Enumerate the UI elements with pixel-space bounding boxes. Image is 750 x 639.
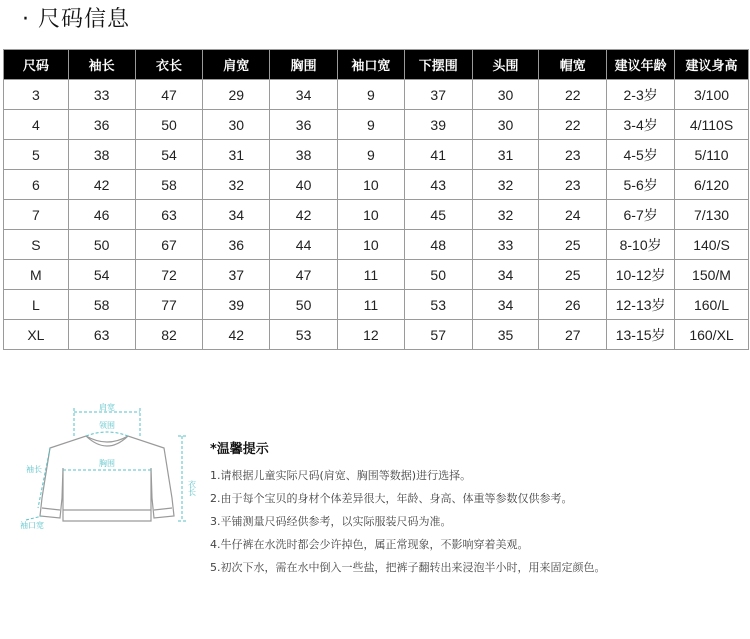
table-cell: 5/110 bbox=[675, 140, 749, 170]
header-hood-width: 帽宽 bbox=[539, 50, 607, 80]
table-cell: 38 bbox=[270, 140, 338, 170]
label-length: 衣长 bbox=[187, 480, 197, 496]
table-cell: 9 bbox=[338, 110, 405, 140]
table-cell: 31 bbox=[203, 140, 270, 170]
tip-item: 1.请根据儿童实际尺码(肩宽、胸围等数据)进行选择。 bbox=[210, 469, 472, 482]
table-cell: 77 bbox=[135, 290, 203, 320]
table-cell: 3/100 bbox=[675, 80, 749, 110]
table-cell: 27 bbox=[539, 320, 607, 350]
table-cell: 150/M bbox=[675, 260, 749, 290]
table-cell: 50 bbox=[68, 230, 135, 260]
table-cell: 34 bbox=[203, 200, 270, 230]
table-cell: 4-5岁 bbox=[607, 140, 675, 170]
table-cell: 10 bbox=[338, 200, 405, 230]
table-cell: 9 bbox=[338, 140, 405, 170]
table-cell: 41 bbox=[404, 140, 472, 170]
header-head: 头围 bbox=[472, 50, 539, 80]
table-cell: 42 bbox=[270, 200, 338, 230]
table-cell: 32 bbox=[472, 200, 539, 230]
header-sleeve-length: 袖长 bbox=[68, 50, 135, 80]
table-cell: 7 bbox=[4, 200, 69, 230]
table-cell: 4/110S bbox=[675, 110, 749, 140]
table-cell: 36 bbox=[68, 110, 135, 140]
label-collar: 领围 bbox=[99, 421, 115, 430]
table-cell: 43 bbox=[404, 170, 472, 200]
header-suggested-age: 建议年龄 bbox=[607, 50, 675, 80]
table-cell: 39 bbox=[404, 110, 472, 140]
table-cell: 67 bbox=[135, 230, 203, 260]
table-cell: 40 bbox=[270, 170, 338, 200]
table-row bbox=[4, 290, 749, 320]
table-cell: M bbox=[4, 260, 69, 290]
header-chest: 胸围 bbox=[270, 50, 338, 80]
table-cell: 23 bbox=[539, 170, 607, 200]
table-cell: 160/L bbox=[675, 290, 749, 320]
table-cell: 2-3岁 bbox=[607, 80, 675, 110]
table-cell: 22 bbox=[539, 110, 607, 140]
table-cell: 26 bbox=[539, 290, 607, 320]
table-cell: 47 bbox=[270, 260, 338, 290]
size-table bbox=[3, 49, 749, 350]
table-cell: 36 bbox=[270, 110, 338, 140]
table-cell: 32 bbox=[472, 170, 539, 200]
label-cuff: 袖口宽 bbox=[20, 521, 44, 530]
tips-panel bbox=[210, 438, 740, 579]
table-cell: 5-6岁 bbox=[607, 170, 675, 200]
table-cell: 3 bbox=[4, 80, 69, 110]
table-cell: 30 bbox=[472, 110, 539, 140]
table-cell: XL bbox=[4, 320, 69, 350]
table-cell: 50 bbox=[135, 110, 203, 140]
table-cell: 45 bbox=[404, 200, 472, 230]
table-cell: 30 bbox=[472, 80, 539, 110]
table-cell: 44 bbox=[270, 230, 338, 260]
table-row bbox=[4, 200, 749, 230]
table-cell: 6-7岁 bbox=[607, 200, 675, 230]
table-cell: 140/S bbox=[675, 230, 749, 260]
table-cell: 33 bbox=[68, 80, 135, 110]
table-cell: 38 bbox=[68, 140, 135, 170]
header-shoulder-width: 肩宽 bbox=[203, 50, 270, 80]
table-cell: 11 bbox=[338, 260, 405, 290]
label-chest: 胸围 bbox=[99, 459, 115, 468]
table-row bbox=[4, 110, 749, 140]
header-hem: 下摆围 bbox=[404, 50, 472, 80]
table-cell: 13-15岁 bbox=[607, 320, 675, 350]
table-cell: 10-12岁 bbox=[607, 260, 675, 290]
table-cell: 63 bbox=[135, 200, 203, 230]
table-cell: 63 bbox=[68, 320, 135, 350]
table-row bbox=[4, 170, 749, 200]
table-cell: 6/120 bbox=[675, 170, 749, 200]
table-cell: 5 bbox=[4, 140, 69, 170]
table-cell: 8-10岁 bbox=[607, 230, 675, 260]
table-cell: 4 bbox=[4, 110, 69, 140]
table-cell: L bbox=[4, 290, 69, 320]
table-cell: 25 bbox=[539, 260, 607, 290]
table-cell: 47 bbox=[135, 80, 203, 110]
table-cell: 6 bbox=[4, 170, 69, 200]
table-cell: 34 bbox=[270, 80, 338, 110]
table-cell: 57 bbox=[404, 320, 472, 350]
table-cell: 39 bbox=[203, 290, 270, 320]
table-cell: 160/XL bbox=[675, 320, 749, 350]
table-cell: 31 bbox=[472, 140, 539, 170]
table-cell: 7/130 bbox=[675, 200, 749, 230]
page-title: · 尺码信息 bbox=[22, 7, 130, 32]
table-cell: 72 bbox=[135, 260, 203, 290]
table-cell: 12 bbox=[338, 320, 405, 350]
tip-item: 4.牛仔裤在水洗时都会少许掉色，属正常现象，不影响穿着美观。 bbox=[210, 538, 529, 551]
table-cell: 11 bbox=[338, 290, 405, 320]
table-row bbox=[4, 260, 749, 290]
table-cell: 42 bbox=[203, 320, 270, 350]
table-cell: 37 bbox=[203, 260, 270, 290]
tip-item: 5.初次下水，需在水中倒入一些盐，把裤子翻转出来浸泡半小时，用来固定颜色。 bbox=[210, 561, 606, 574]
table-cell: 10 bbox=[338, 230, 405, 260]
table-cell: 50 bbox=[404, 260, 472, 290]
table-cell: 23 bbox=[539, 140, 607, 170]
table-cell: 33 bbox=[472, 230, 539, 260]
table-cell: 58 bbox=[68, 290, 135, 320]
table-row bbox=[4, 140, 749, 170]
table-cell: 53 bbox=[270, 320, 338, 350]
table-cell: 50 bbox=[270, 290, 338, 320]
table-cell: 42 bbox=[68, 170, 135, 200]
table-cell: 3-4岁 bbox=[607, 110, 675, 140]
table-cell: 25 bbox=[539, 230, 607, 260]
table-cell: 37 bbox=[404, 80, 472, 110]
tip-item: 3.平铺测量尺码经供参考，以实际服装尺码为准。 bbox=[210, 515, 452, 528]
table-cell: 9 bbox=[338, 80, 405, 110]
table-cell: 46 bbox=[68, 200, 135, 230]
table-cell: 10 bbox=[338, 170, 405, 200]
table-header-row bbox=[4, 50, 749, 80]
garment-diagram bbox=[14, 398, 204, 548]
tips-title: *温馨提示 bbox=[210, 442, 269, 457]
table-cell: 82 bbox=[135, 320, 203, 350]
table-cell: S bbox=[4, 230, 69, 260]
table-cell: 36 bbox=[203, 230, 270, 260]
label-sleeve: 袖长 bbox=[26, 465, 42, 474]
header-suggested-height: 建议身高 bbox=[675, 50, 749, 80]
table-cell: 34 bbox=[472, 290, 539, 320]
table-cell: 53 bbox=[404, 290, 472, 320]
table-cell: 48 bbox=[404, 230, 472, 260]
header-size: 尺码 bbox=[4, 50, 69, 80]
table-cell: 34 bbox=[472, 260, 539, 290]
label-shoulder: 肩宽 bbox=[99, 403, 115, 412]
table-cell: 22 bbox=[539, 80, 607, 110]
sweatshirt-outline bbox=[40, 436, 174, 521]
table-cell: 32 bbox=[203, 170, 270, 200]
table-row bbox=[4, 230, 749, 260]
table-cell: 58 bbox=[135, 170, 203, 200]
table-cell: 54 bbox=[135, 140, 203, 170]
header-cuff-width: 袖口宽 bbox=[338, 50, 405, 80]
header-body-length: 衣长 bbox=[135, 50, 203, 80]
table-row bbox=[4, 320, 749, 350]
table-cell: 35 bbox=[472, 320, 539, 350]
table-cell: 30 bbox=[203, 110, 270, 140]
table-row bbox=[4, 80, 749, 110]
table-cell: 29 bbox=[203, 80, 270, 110]
table-cell: 12-13岁 bbox=[607, 290, 675, 320]
table-cell: 24 bbox=[539, 200, 607, 230]
sweatshirt-diagram bbox=[14, 398, 204, 548]
table-cell: 54 bbox=[68, 260, 135, 290]
tip-item: 2.由于每个宝贝的身材个体差异很大，年龄、身高、体重等参数仅供参考。 bbox=[210, 492, 573, 505]
